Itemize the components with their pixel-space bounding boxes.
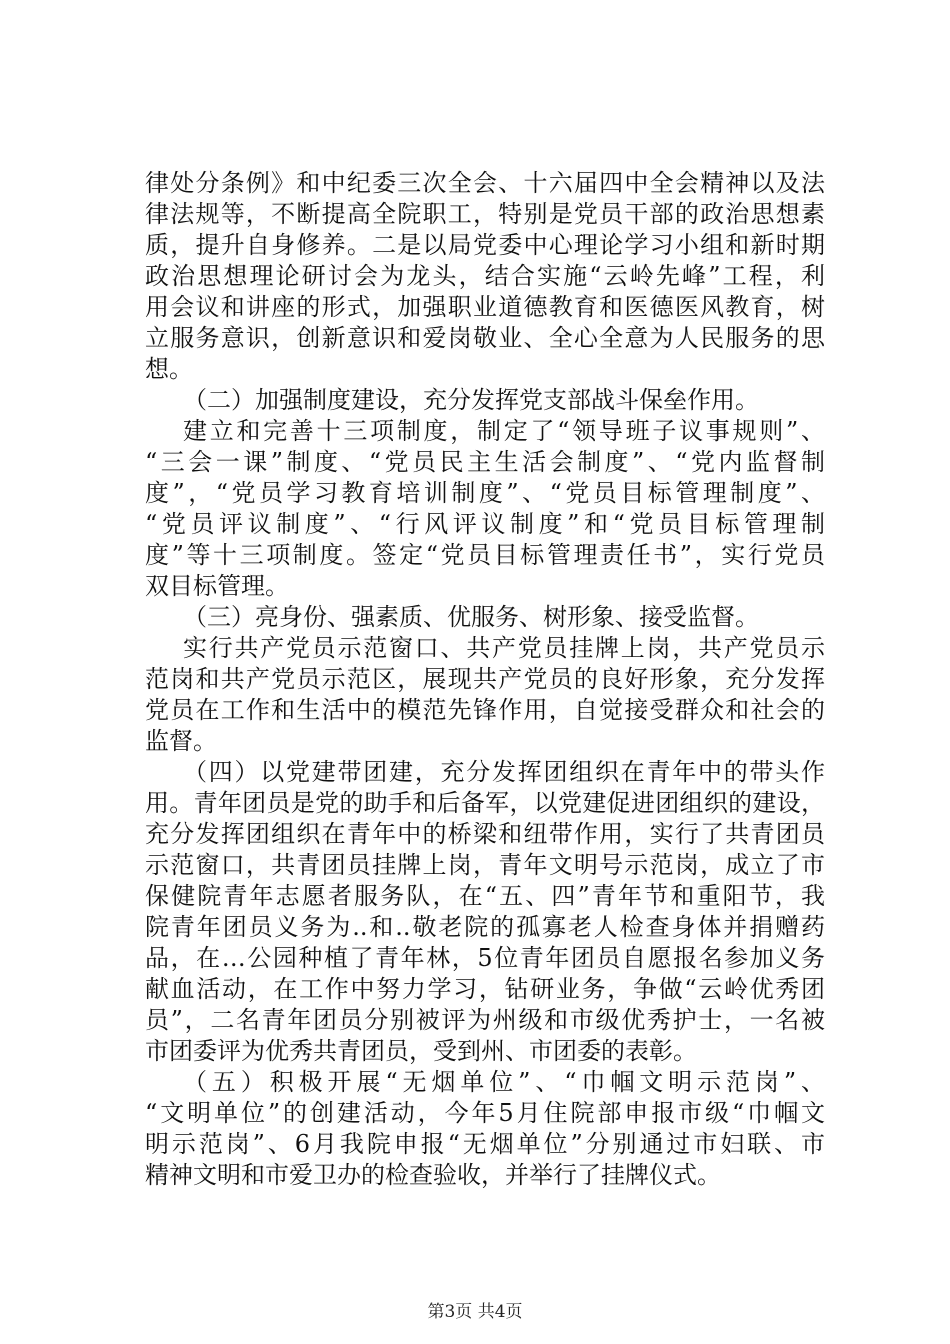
text-line: 用。青年团员是党的助手和后备军，以党建促进团组织的建设， <box>145 789 825 817</box>
text-line: 建立和完善十三项制度，制定了“领导班子议事规则”、 <box>183 417 825 445</box>
text-line: 想。 <box>145 355 193 383</box>
text-line: 度”等十三项制度。签定“党员目标管理责任书”，实行党员 <box>145 541 825 569</box>
text-line: 立服务意识，创新意识和爱岗敬业、全心全意为人民服务的思 <box>145 324 825 352</box>
text-line: 员”，二名青年团员分别被评为州级和市级优秀护士，一名被 <box>145 1006 825 1034</box>
text-line: （五）积极开展“无烟单位”、“巾帼文明示范岗”、 <box>183 1068 825 1096</box>
text-line: （二）加强制度建设，充分发挥党支部战斗保垒作用。 <box>183 386 759 414</box>
text-line: 党员在工作和生活中的模范先锋作用，自觉接受群众和社会的 <box>145 696 825 724</box>
text-line: 充分发挥团组织在青年中的桥梁和纽带作用，实行了共青团员 <box>145 820 825 848</box>
text-line: “党员评议制度”、“行风评议制度”和“党员目标管理制 <box>145 510 825 538</box>
text-line: 用会议和讲座的形式，加强职业道德教育和医德医风教育，树 <box>145 293 825 321</box>
text-line: 院青年团员义务为..和..敬老院的孤寡老人检查身体并捐赠药 <box>145 913 825 941</box>
text-line: （三）亮身份、强素质、优服务、树形象、接受监督。 <box>183 603 759 631</box>
text-line: 明示范岗”、6月我院申报“无烟单位”分别通过市妇联、市 <box>145 1130 825 1158</box>
document-body <box>145 168 825 1191</box>
text-line: 市团委评为优秀共青团员，受到州、市团委的表彰。 <box>145 1037 697 1065</box>
text-line: 质，提升自身修养。二是以局党委中心理论学习小组和新时期 <box>145 231 825 259</box>
text-line: 实行共产党员示范窗口、共产党员挂牌上岗，共产党员示 <box>183 634 825 662</box>
text-line: “文明单位”的创建活动，今年5月住院部申报市级“巾帼文 <box>145 1099 825 1127</box>
text-line: 律处分条例》和中纪委三次全会、十六届四中全会精神以及法 <box>145 169 825 197</box>
text-line: 律法规等，不断提高全院职工，特别是党员干部的政治思想素 <box>145 200 825 228</box>
text-line: 保健院青年志愿者服务队，在“五、四”青年节和重阳节，我 <box>145 882 825 910</box>
text-line: 品，在…公园种植了青年林，5位青年团员自愿报名参加义务 <box>145 944 825 972</box>
text-line: 示范窗口，共青团员挂牌上岗，青年文明号示范岗，成立了市 <box>145 851 825 879</box>
text-line: 政治思想理论研讨会为龙头，结合实施“云岭先峰”工程，利 <box>145 262 825 290</box>
text-line: 献血活动，在工作中努力学习，钻研业务，争做“云岭优秀团 <box>145 975 825 1003</box>
text-line: 度”，“党员学习教育培训制度”、“党员目标管理制度”、 <box>145 479 825 507</box>
text-line: “三会一课”制度、“党员民主生活会制度”、“党内监督制 <box>145 448 825 476</box>
text-line: 范岗和共产党员示范区，展现共产党员的良好形象，充分发挥 <box>145 665 825 693</box>
text-line: 监督。 <box>145 727 217 755</box>
text-line: 双目标管理。 <box>145 572 289 600</box>
text-line: 精神文明和市爱卫办的检查验收，并举行了挂牌仪式。 <box>145 1161 721 1189</box>
page-footer: 第3页 共4页 <box>427 1302 523 1322</box>
text-line: （四）以党建带团建，充分发挥团组织在青年中的带头作 <box>183 758 825 786</box>
